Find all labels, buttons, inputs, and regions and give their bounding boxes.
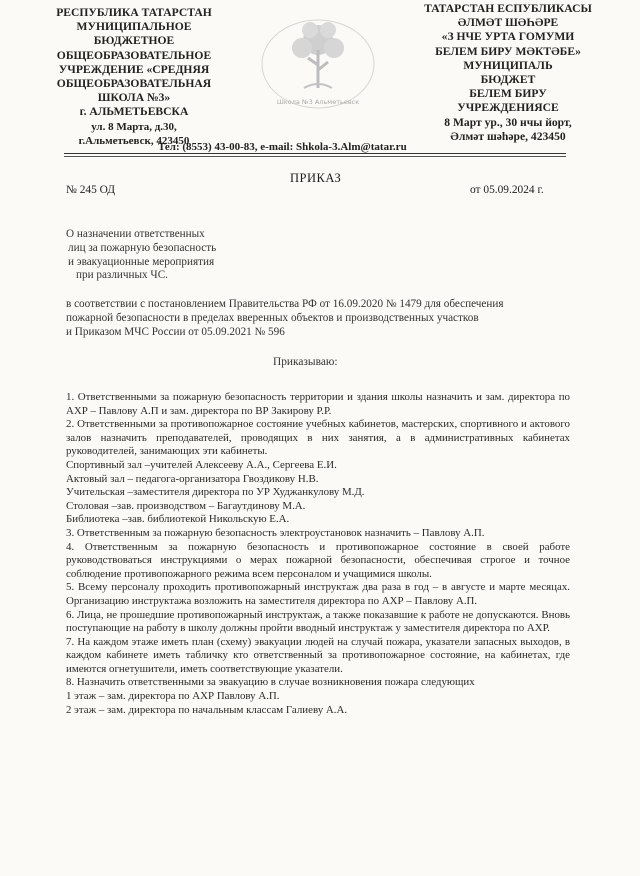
order-items [66,391,570,717]
order-number: № 245 ОД [66,184,116,196]
order-subject [66,228,266,283]
subject-line: лиц за пожарную безопасность [68,241,217,254]
decree-heading: Приказываю: [273,356,338,368]
letterhead-right-line: БЕЛЕМ БИРУ МӘКТӘБЕ» [435,44,581,58]
order-item: Актовый зал – педагога-организатора Гвоздикову Н.В. [66,472,319,485]
letterhead-left-line: ШКОЛА №3» [97,91,171,105]
order-item: 1 этаж – зам. директора по АХР Павлову А.П. [66,690,280,703]
letterhead-right-line: БЮДЖЕТ [480,73,536,87]
subject-line: при различных ЧС. [76,269,168,282]
order-title: ПРИКАЗ [290,171,342,185]
letterhead-left [34,6,234,148]
letterhead-right-line: УЧРЕЖДЕНИЯСЕ [457,101,559,115]
letterhead-left-line: ОБЩЕОБРАЗОВАТЕЛЬНОЕ [56,48,212,62]
order-date: от 05.09.2024 г. [470,184,544,196]
order-item: Учительская –заместителя директора по УР Худжанкулову М.Д. [66,486,365,499]
order-item: Спортивный зал –учителей Алексееву А.А., Сергеева Е.И. [66,458,337,471]
subject-line: и эвакуационные мероприятия [68,255,215,268]
header-divider [64,153,566,154]
order-item: 7. На каждом этаже иметь план (схему) эвакуации людей на случай пожара, указатели запасных выходов, в каждом кабинете иметь табличку кто ответственный за противопожарное состояние, на кабинетах, где имеются огнетушители, иметь соответствующие указатели. [66,635,570,675]
order-item: 2. Ответственными за противопожарное состояние учебных кабинетов, мастерских, спортивного и актового залов назначить преподавателей, проводящих в них занятия, а в административных кабинетах руководителей, занимающих эти кабинеты. [66,418,570,458]
letterhead-right-line: «З НЧЕ УРТА ГОМУМИ [441,30,575,44]
order-item: 3. Ответственным за пожарную безопасность электроустановок назначить – Павлову А.П. [66,526,485,539]
letterhead-left-line: ОБЩЕОБРАЗОВАТЕЛЬНАЯ [56,77,212,91]
basis-line: в соответствии с постановлением Правительства РФ от 16.09.2020 № 1479 для обеспечения [66,298,504,310]
order-item: Библиотека –зав. библиотекой Никольскую Е.А. [66,513,290,526]
order-item: 8. Назначить ответственными за эвакуацию в случае возникновения пожара следующих [66,676,475,689]
basis-line: и Приказом МЧС России от 05.09.2021 № 596 [66,326,285,339]
order-item: 4. Ответственным за пожарную безопасность и противопожарное состояние в своей работе руководствоваться инструкциями о мерах пожарной безопасности, обеспечивая строгое и точное соблюдение противопожарного режима всем персоналом и учащимися школы. [66,540,570,580]
letterhead-right [398,2,618,144]
letterhead-right-line: БЕЛЕМ БИРУ [469,87,547,101]
letterhead-left-line: г.Альметьевск, 423450 [78,134,190,147]
contact-line: Тел: (8553) 43-00-83, e-mail: Shkola-3.Alm@tatar.ru [158,141,407,153]
letterhead-right-line: 8 Март ур., 30 нчы йорт, [444,115,572,129]
letterhead-left-line: ул. 8 Марта, д.30, [91,120,177,133]
order-item: 5. Всему персоналу проходить противопожарный инструктаж два раза в год – в августе и марте месяцах. Организацию инструктажа возложить на заместителя директора по АХР – Павлову А.П. [66,581,570,607]
letterhead-right-line: МУНИЦИПАЛЬ [463,58,553,72]
order-item: 6. Лица, не прошедшие противопожарный инструктаж, а также показавшие к работе не допускаются. Вновь поступающие на работу в школу должны пройти вводный инструктаж у заместителя директора по АХР. [66,608,570,635]
logo-caption: Школа №3 Альметьевск [276,98,360,106]
order-basis [66,297,586,340]
letterhead-left-line: УЧРЕЖДЕНИЕ «СРЕДНЯЯ [58,62,210,76]
order-item: 2 этаж – зам. директора по начальным классам Галиеву А.А. [66,703,348,716]
order-item: 1. Ответственными за пожарную безопасность территории и здания школы назначить и зам. директора по АХР – Павлову А.П и зам. директора по ВР Закирову Р.Р. [66,391,570,417]
letterhead-right-line: Әлмәт шәһәре, 423450 [450,129,566,143]
letterhead-left-line: МУНИЦИПАЛЬНОЕ [76,20,192,34]
subject-line: О назначении ответственных [66,228,205,240]
letterhead-left-line: РЕСПУБЛИКА ТАТАРСТАН [56,6,212,19]
letterhead-right-line: ТАТАРСТАН ЕСПУБЛИКАСЫ [424,2,592,15]
order-item: Столовая –зав. производством – Багаутдинову М.А. [66,499,306,512]
basis-line: пожарной безопасности в пределах вверенных объектов и производственных участков [66,312,479,325]
header-divider-thin [64,156,566,157]
letterhead-left-line: БЮДЖЕТНОЕ [93,34,175,48]
letterhead-left-line: г. АЛЬМЕТЬЕВСКА [79,105,189,119]
letterhead-right-line: ӘЛМӘТ ШӘҺӘРЕ [457,16,559,30]
